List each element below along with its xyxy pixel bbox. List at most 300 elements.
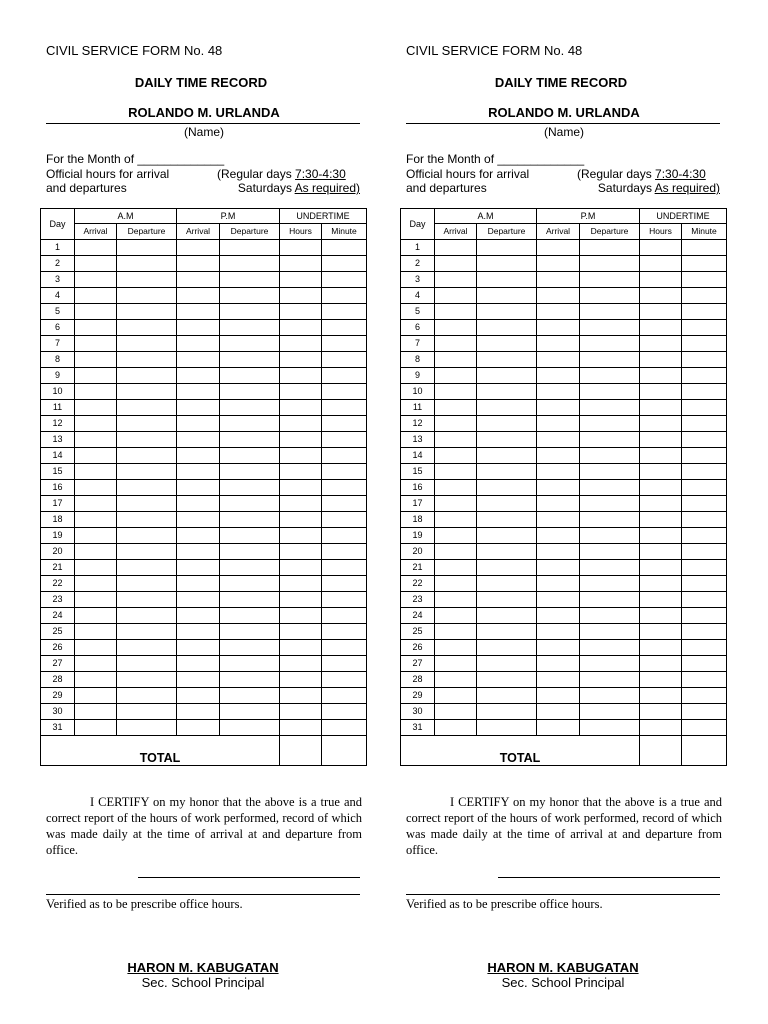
undertime-hours-cell (280, 288, 322, 304)
undertime-header: UNDERTIME (640, 209, 727, 224)
undertime-hours-cell (640, 560, 682, 576)
undertime-hours-cell (280, 496, 322, 512)
am-departure-cell (117, 400, 177, 416)
undertime-minute-cell (322, 304, 367, 320)
am-arrival-cell (75, 640, 117, 656)
principal-name: HARON M. KABUGATAN (487, 960, 639, 975)
day-number: 16 (41, 480, 75, 496)
pm-arrival-cell (537, 544, 580, 560)
undertime-minute-cell (322, 528, 367, 544)
day-number: 29 (401, 688, 435, 704)
day-number: 23 (401, 592, 435, 608)
undertime-minute-cell (322, 480, 367, 496)
pm-departure-cell (580, 368, 640, 384)
am-arrival-cell (75, 656, 117, 672)
name-caption: (Name) (543, 125, 584, 139)
undertime-minute-cell (682, 480, 727, 496)
am-arrival-cell (435, 336, 477, 352)
table-row (401, 560, 727, 576)
day-number: 21 (401, 560, 435, 576)
official-hours-label: Official hours for arrival (406, 167, 530, 181)
undertime-minute-cell (322, 240, 367, 256)
undertime-minute-cell (322, 256, 367, 272)
am-departure-cell (477, 544, 537, 560)
day-number: 26 (401, 640, 435, 656)
table-row (401, 464, 727, 480)
am-arrival-cell (75, 608, 117, 624)
undertime-hours-cell (640, 528, 682, 544)
am-arrival-cell (435, 656, 477, 672)
day-number: 1 (41, 240, 75, 256)
table-row (401, 672, 727, 688)
pm-arrival-cell (177, 240, 220, 256)
pm-departure-cell (220, 656, 280, 672)
am-departure-cell (477, 672, 537, 688)
undertime-hours-cell (280, 240, 322, 256)
pm-departure-cell (580, 576, 640, 592)
table-row (401, 368, 727, 384)
pm-arrival-cell (537, 480, 580, 496)
undertime-hours-cell (280, 320, 322, 336)
pm-departure-cell (580, 704, 640, 720)
pm-arrival-cell (537, 576, 580, 592)
undertime-hours-cell (280, 304, 322, 320)
undertime-hours-cell (640, 480, 682, 496)
undertime-minute-cell (322, 688, 367, 704)
undertime-hours-cell (280, 272, 322, 288)
am-departure-cell (477, 720, 537, 736)
undertime-minute-cell (322, 592, 367, 608)
day-number: 12 (41, 416, 75, 432)
day-number: 15 (41, 464, 75, 480)
am-departure-cell (477, 304, 537, 320)
am-departure-cell (477, 272, 537, 288)
time-record-table (400, 208, 727, 766)
am-arrival-cell (75, 320, 117, 336)
am-departure-cell (117, 384, 177, 400)
table-row (401, 544, 727, 560)
undertime-minute-cell (682, 560, 727, 576)
table-row (41, 320, 367, 336)
table-row (41, 592, 367, 608)
hours-header: Hours (640, 224, 682, 240)
total-label: TOTAL (41, 736, 280, 766)
pm-arrival-cell (177, 432, 220, 448)
am-arrival-cell (435, 592, 477, 608)
am-departure-cell (117, 416, 177, 432)
am-departure-cell (117, 496, 177, 512)
am-departure-cell (477, 416, 537, 432)
am-departure-cell (117, 288, 177, 304)
pm-departure-cell (580, 512, 640, 528)
day-number: 8 (41, 352, 75, 368)
day-number: 10 (401, 384, 435, 400)
undertime-hours-cell (280, 544, 322, 560)
undertime-hours-cell (640, 272, 682, 288)
day-number: 14 (401, 448, 435, 464)
pm-arrival-cell (177, 608, 220, 624)
table-row (41, 352, 367, 368)
undertime-minute-cell (322, 512, 367, 528)
pm-departure-cell (580, 480, 640, 496)
day-number: 15 (401, 464, 435, 480)
table-row (41, 288, 367, 304)
undertime-minute-cell (682, 720, 727, 736)
day-number: 7 (41, 336, 75, 352)
undertime-hours-cell (640, 432, 682, 448)
table-row (41, 464, 367, 480)
undertime-minute-cell (682, 640, 727, 656)
pm-departure-cell (580, 384, 640, 400)
am-departure-cell (117, 688, 177, 704)
table-row (401, 512, 727, 528)
undertime-minute-cell (682, 448, 727, 464)
am-arrival-cell (435, 320, 477, 336)
table-row (401, 336, 727, 352)
table-row (401, 384, 727, 400)
am-arrival-cell (75, 528, 117, 544)
undertime-hours-cell (280, 352, 322, 368)
undertime-hours-cell (280, 528, 322, 544)
pm-departure-cell (220, 368, 280, 384)
table-row (401, 720, 727, 736)
undertime-hours-cell (280, 640, 322, 656)
table-row (41, 448, 367, 464)
undertime-minute-cell (682, 544, 727, 560)
pm-departure-cell (220, 592, 280, 608)
am-arrival-cell (75, 432, 117, 448)
pm-arrival-cell (177, 512, 220, 528)
am-departure-cell (117, 448, 177, 464)
undertime-hours-cell (280, 576, 322, 592)
am-departure-cell (117, 624, 177, 640)
am-departure-cell (477, 352, 537, 368)
am-departure-cell (477, 560, 537, 576)
departures-label: and departures (406, 181, 487, 195)
undertime-hours-cell (280, 592, 322, 608)
pm-departure-cell (220, 512, 280, 528)
pm-arrival-cell (177, 704, 220, 720)
table-row (401, 640, 727, 656)
day-number: 28 (401, 672, 435, 688)
am-arrival-cell (75, 704, 117, 720)
am-departure-cell (117, 464, 177, 480)
pm-departure-cell (580, 240, 640, 256)
table-row (41, 304, 367, 320)
undertime-hours-cell (640, 576, 682, 592)
table-row (41, 640, 367, 656)
day-number: 3 (401, 272, 435, 288)
day-number: 30 (401, 704, 435, 720)
pm-departure-cell (220, 672, 280, 688)
undertime-minute-cell (682, 624, 727, 640)
am-departure-cell (117, 368, 177, 384)
am-arrival-cell (435, 272, 477, 288)
undertime-minute-cell (322, 496, 367, 512)
day-number: 3 (41, 272, 75, 288)
regular-days-value: 7:30-4:30 (655, 167, 706, 181)
day-number: 2 (41, 256, 75, 272)
undertime-minute-cell (682, 320, 727, 336)
minute-header: Minute (322, 224, 367, 240)
am-departure-cell (117, 304, 177, 320)
undertime-minute-cell (322, 624, 367, 640)
undertime-hours-cell (280, 688, 322, 704)
pm-departure-cell (220, 544, 280, 560)
pm-departure-cell (580, 608, 640, 624)
am-departure-cell (477, 320, 537, 336)
day-number: 25 (401, 624, 435, 640)
undertime-hours-cell (640, 592, 682, 608)
pm-departure-cell (220, 464, 280, 480)
pm-arrival-cell (537, 336, 580, 352)
table-row (41, 416, 367, 432)
day-number: 26 (41, 640, 75, 656)
day-number: 27 (41, 656, 75, 672)
am-arrival-cell (75, 400, 117, 416)
pm-departure-cell (580, 496, 640, 512)
am-departure-cell (117, 608, 177, 624)
table-row (41, 496, 367, 512)
pm-arrival-cell (537, 272, 580, 288)
am-arrival-cell (75, 288, 117, 304)
table-row (401, 304, 727, 320)
regular-days-prefix: (Regular days (577, 167, 656, 181)
pm-arrival-cell (537, 352, 580, 368)
undertime-hours-cell (640, 368, 682, 384)
day-number: 1 (401, 240, 435, 256)
am-departure-cell (117, 240, 177, 256)
am-arrival-cell (75, 336, 117, 352)
pm-arrival-cell (537, 640, 580, 656)
am-departure-cell (477, 624, 537, 640)
am-departure-cell (477, 368, 537, 384)
undertime-hours-cell (640, 640, 682, 656)
pm-arrival-cell (177, 288, 220, 304)
am-arrival-cell (435, 704, 477, 720)
pm-arrival-cell (177, 416, 220, 432)
undertime-minute-cell (682, 512, 727, 528)
table-row (41, 560, 367, 576)
am-header: A.M (75, 209, 177, 224)
day-number: 19 (401, 528, 435, 544)
am-departure-cell (477, 576, 537, 592)
pm-departure-cell (580, 256, 640, 272)
am-departure-cell (117, 512, 177, 528)
undertime-minute-cell (682, 416, 727, 432)
am-departure-cell (117, 272, 177, 288)
undertime-hours-cell (640, 688, 682, 704)
dtr-form-left (40, 0, 362, 1024)
pm-departure-cell (580, 352, 640, 368)
day-number: 22 (41, 576, 75, 592)
pm-arrival-cell (177, 384, 220, 400)
pm-arrival-cell (177, 448, 220, 464)
pm-arrival-cell (537, 448, 580, 464)
undertime-hours-cell (280, 400, 322, 416)
undertime-hours-cell (280, 656, 322, 672)
regular-days (217, 167, 346, 181)
pm-departure-cell (580, 656, 640, 672)
am-arrival-cell (75, 544, 117, 560)
name-underline (406, 123, 720, 124)
undertime-hours-cell (640, 448, 682, 464)
day-number: 20 (401, 544, 435, 560)
am-departure-cell (477, 240, 537, 256)
pm-departure-cell (580, 272, 640, 288)
undertime-minute-cell (682, 688, 727, 704)
am-arrival-cell (435, 720, 477, 736)
employee-signature-line (498, 877, 720, 878)
pm-arrival-cell (537, 400, 580, 416)
certification-paragraph: I CERTIFY on my honor that the above is a true and correct report of the hours of work performed, record of which was made daily at the time of arrival at and departure from office. (46, 795, 362, 857)
day-number: 10 (41, 384, 75, 400)
pm-arrival-cell (177, 672, 220, 688)
pm-departure-cell (580, 672, 640, 688)
undertime-hours-cell (280, 624, 322, 640)
am-arrival-cell (435, 624, 477, 640)
pm-arrival-cell (177, 464, 220, 480)
day-number: 16 (401, 480, 435, 496)
undertime-minute-cell (682, 496, 727, 512)
pm-arrival-cell (177, 400, 220, 416)
day-number: 11 (41, 400, 75, 416)
table-row (401, 592, 727, 608)
undertime-minute-cell (322, 656, 367, 672)
undertime-hours-cell (640, 336, 682, 352)
undertime-minute-cell (322, 400, 367, 416)
am-arrival-cell (435, 688, 477, 704)
table-row (41, 368, 367, 384)
day-number: 22 (401, 576, 435, 592)
am-arrival-cell (435, 304, 477, 320)
am-arrival-cell (75, 624, 117, 640)
table-row (401, 704, 727, 720)
table-row (41, 336, 367, 352)
pm-arrival-cell (537, 256, 580, 272)
undertime-minute-cell (682, 256, 727, 272)
pm-arrival-cell (177, 256, 220, 272)
am-departure-cell (477, 640, 537, 656)
day-number: 17 (401, 496, 435, 512)
am-arrival-cell (435, 640, 477, 656)
principal-name: HARON M. KABUGATAN (127, 960, 279, 975)
month-field: For the Month of _____________ (46, 152, 225, 166)
undertime-minute-cell (322, 368, 367, 384)
pm-arrival-cell (177, 624, 220, 640)
undertime-minute-cell (682, 400, 727, 416)
undertime-hours-cell (280, 384, 322, 400)
day-rows (401, 240, 727, 736)
undertime-minute-cell (682, 368, 727, 384)
am-arrival-cell (75, 512, 117, 528)
day-number: 28 (41, 672, 75, 688)
month-field: For the Month of _____________ (406, 152, 585, 166)
am-arrival-cell (75, 464, 117, 480)
am-departure-cell (477, 464, 537, 480)
day-number: 23 (41, 592, 75, 608)
table-row (41, 272, 367, 288)
principal-title: Sec. School Principal (141, 975, 265, 990)
day-number: 24 (401, 608, 435, 624)
total-hours-cell (640, 736, 682, 766)
pm-departure-cell (220, 256, 280, 272)
undertime-minute-cell (322, 640, 367, 656)
day-number: 25 (41, 624, 75, 640)
undertime-minute-cell (322, 288, 367, 304)
verify-line (406, 894, 720, 895)
pm-departure-cell (220, 496, 280, 512)
pm-arrival-cell (537, 496, 580, 512)
pm-arrival-cell (537, 704, 580, 720)
day-number: 21 (41, 560, 75, 576)
pm-departure-cell (220, 640, 280, 656)
undertime-minute-cell (682, 528, 727, 544)
day-number: 7 (401, 336, 435, 352)
pm-departure-cell (580, 448, 640, 464)
table-row (401, 624, 727, 640)
am-departure-cell (117, 256, 177, 272)
table-row (401, 576, 727, 592)
undertime-hours-cell (640, 384, 682, 400)
day-number: 9 (41, 368, 75, 384)
pm-arrival-cell (537, 304, 580, 320)
pm-departure-cell (220, 560, 280, 576)
day-number: 5 (401, 304, 435, 320)
undertime-hours-cell (280, 416, 322, 432)
name-caption: (Name) (183, 125, 224, 139)
day-number: 4 (41, 288, 75, 304)
table-row (401, 656, 727, 672)
am-departure-cell (117, 544, 177, 560)
day-number: 30 (41, 704, 75, 720)
undertime-hours-cell (640, 608, 682, 624)
form-title: DAILY TIME RECORD (494, 75, 628, 90)
undertime-hours-cell (640, 496, 682, 512)
am-departure-cell (117, 432, 177, 448)
table-row (401, 688, 727, 704)
undertime-minute-cell (682, 288, 727, 304)
table-row (401, 288, 727, 304)
pm-arrival-cell (537, 240, 580, 256)
am-departure-cell (477, 336, 537, 352)
table-row (401, 416, 727, 432)
undertime-minute-cell (682, 384, 727, 400)
undertime-hours-cell (640, 624, 682, 640)
form-number: CIVIL SERVICE FORM No. 48 (406, 43, 583, 58)
day-number: 24 (41, 608, 75, 624)
total-label: TOTAL (401, 736, 640, 766)
am-arrival-cell (75, 384, 117, 400)
pm-arrival-cell (177, 352, 220, 368)
table-row (401, 528, 727, 544)
pm-departure-cell (220, 432, 280, 448)
pm-departure-cell (220, 320, 280, 336)
day-number: 2 (401, 256, 435, 272)
pm-departure-cell (220, 416, 280, 432)
undertime-minute-cell (682, 352, 727, 368)
day-number: 13 (401, 432, 435, 448)
undertime-hours-cell (640, 304, 682, 320)
dtr-form-right (400, 0, 722, 1024)
day-number: 12 (401, 416, 435, 432)
day-number: 13 (41, 432, 75, 448)
undertime-hours-cell (280, 464, 322, 480)
official-hours-label: Official hours for arrival (46, 167, 170, 181)
am-arrival-cell (75, 352, 117, 368)
undertime-minute-cell (322, 720, 367, 736)
undertime-hours-cell (640, 352, 682, 368)
